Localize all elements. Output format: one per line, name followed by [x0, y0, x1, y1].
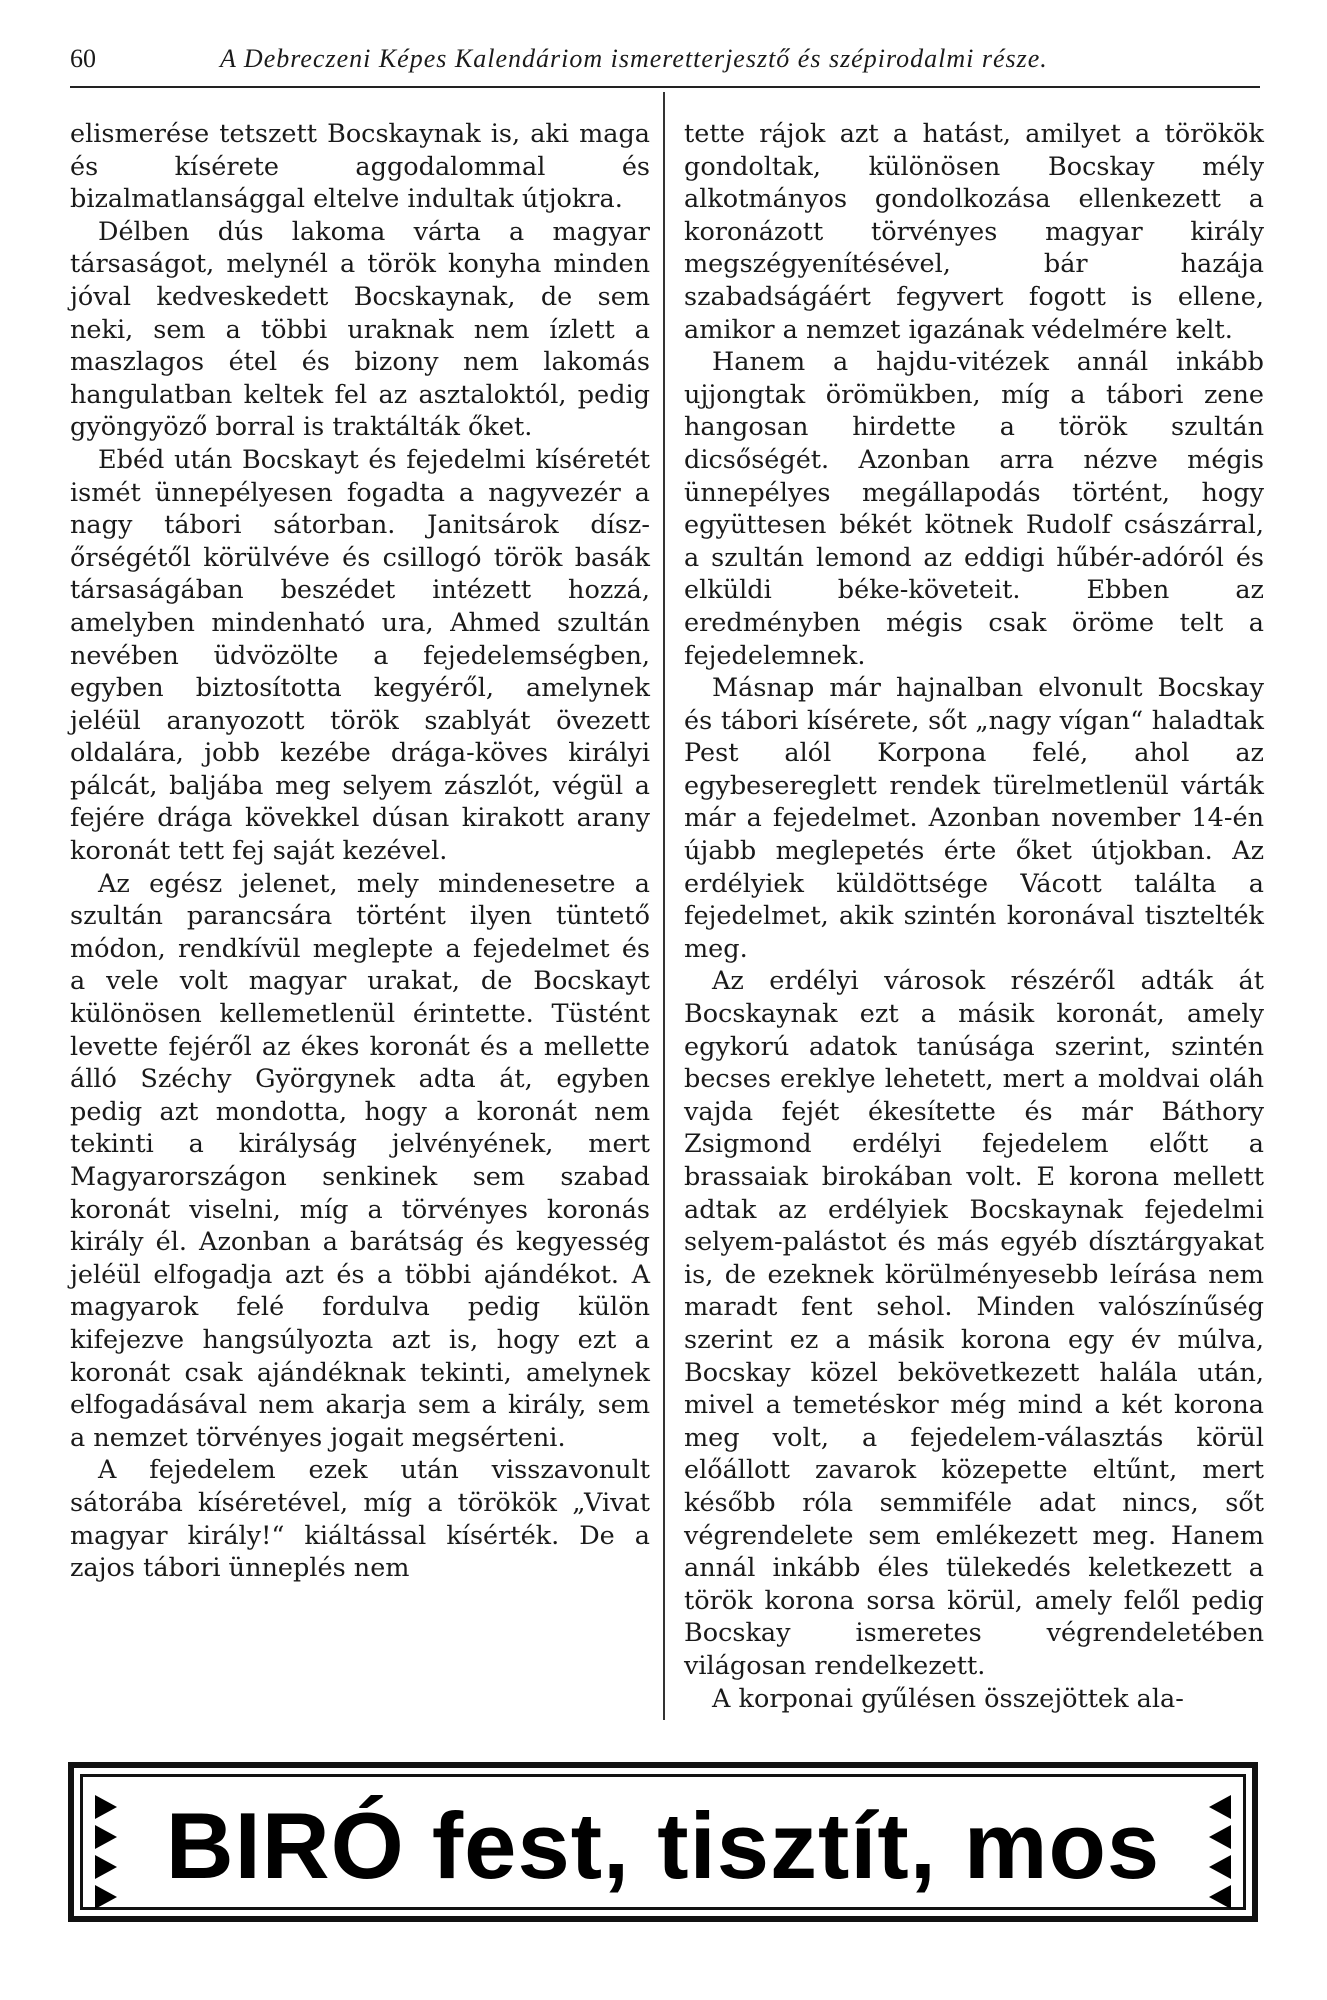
header-rule	[70, 86, 1260, 88]
advertisement-inner-frame	[80, 1774, 1246, 1910]
page-number: 60	[70, 44, 96, 73]
paragraph: Hanem a hajdu-vitézek annál inkább ujjongtak örömükben, míg a tábori zene hangosan hirdette a török szultán dicsőségét. Azonban arra nézve mégis ünnepélyes megállapodás történt, hogy együttesen békét kötnek Rudolf császárral, a szultán lemond az eddigi hűbér-adóról és elküldi béke-követeit. Ebben az eredményben mégis csak öröme telt a fejedelemnek.	[684, 347, 1264, 671]
running-header	[70, 44, 1270, 84]
paragraph: elismerése tetszett Bocskaynak is, aki maga és kísérete aggodalommal és bizalmatlansággal eltelve indultak útjokra.	[70, 119, 650, 215]
advertisement-text: BIRÓ fest, tisztít, mos	[165, 1793, 1161, 1898]
paragraph: A korponai gyűlésen összejöttek ala-	[712, 1683, 1184, 1714]
paragraph: tette rájok azt a hatást, amilyet a törökök gondoltak, különösen Bocskay mély alkotmányos gondolkozása ellenkezett a koronázott törvényes magyar király megszégyenítésével, bár hazája szabadságáért fegyvert fogott is ellene, amikor a nemzet igazának védelmére kelt.	[684, 119, 1264, 345]
paragraph: Délben dús lakoma várta a magyar társaságot, melynél a török konyha minden jóval kedveskedett Bocskaynak, de sem neki, sem a többi uraknak nem ízlett a maszlagos étel és bizony nem lakomás hangulatban keltek fel az asztaloktól, pedig gyöngyöző borral is traktálták őket.	[70, 216, 650, 443]
paragraph: Az egész jelenet, mely mindenesetre a szultán parancsára történt ilyen tüntető módon, rendkívül meglepte a fejedelmet és a vele volt magyar urakat, de Bocskayt különösen kellemetlenül érintette. Tüstént levette fejéről az ékes koronát és a mellette álló Széchy Györgynek adta át, egyben pedig azt mondotta, hogy a koronát nem tekinti a királyság jelvényének, mert Magyarországon senkinek sem szabad koronát viselni, míg a törvényes koronás király él. Azonban a barátság és kegyesség jeléül elfogadja azt és a többi ajándékot. A magyarok felé fordulva pedig külön kifejezve hangsúlyozta azt is, hogy ezt a koronát csak ajándéknak tekinti, amelynek elfogadásával nem akarja sem a király, sem a nemzet törvényes jogait megsérteni.	[70, 868, 650, 1453]
column-divider	[663, 92, 665, 1720]
left-column	[70, 118, 650, 1585]
paragraph: Az erdélyi városok részéről adták át Bocskaynak ezt a másik koronát, amely egykorú adatok tanúsága szerint, szintén becses ereklye lehetett, mert a moldvai oláh vajda fejét ékesítette és már Báthory Zsigmond erdélyi fejedelem előtt a brassaiak birokában volt. E korona mellett adtak az erdélyiek Bocskaynak fejedelmi selyem-palástot és más egyéb dísztárgyakat is, de ezeknek körülményesebb leírása nem maradt fent sehol. Minden valószínűség szerint ez a másik korona egy év múlva, Bocskay közel bekövetkezett halála után, mivel a temetéskor még mind a két korona meg volt, a fejedelem-választás körül előállott zavarok közepette eltűnt, mert később róla semmiféle adat nincs, sőt végrendelete sem emlékezett meg. Hanem annál inkább éles tülekedés keletkezett a török korona sorsa körül, amely felől pedig Bocskay ismeretes végrendeletében világosan rendelkezett.	[684, 966, 1264, 1681]
paragraph: A fejedelem ezek után visszavonult sátorába kíséretével, míg a törökök „Vivat magyar király!“ kiáltással kísérték. De a zajos tábori ünneplés nem	[70, 1455, 650, 1584]
paragraph: Másnap már hajnalban elvonult Bocskay és tábori kísérete, sőt „nagy vígan“ haladtak Pest alól Korpona felé, ahol az egybesereglett rendek türelmetlenül várták már a fejedelmet. Azonban november 14-én újabb meglepetés érte őket útjokban. Az erdélyiek küldöttsége Vácott találta a fejedelmet, akik szintén koronával tisztelték meg.	[684, 673, 1264, 964]
running-title: A Debreczeni Képes Kalendáriom ismeretterjesztő és szépirodalmi része.	[220, 44, 1048, 73]
paragraph: Ebéd után Bocskayt és fejedelmi kíséretét ismét ünnepélyesen fogadta a nagyvezér a nagy tábori sátorban. Janitsárok dísz-őrségétől körülvéve és csillogó török basák társaságában beszédet intézett hozzá, amelyben mindenható ura, Ahmed szultán nevében üdvözölte a fejedelemségben, egyben biztosította kegyéről, amelynek jeléül aranyozott török szablyát övezett oldalára, jobb kezébe drága-köves királyi pálcát, baljába meg selyem zászlót, végül a fejére drága kövekkel dúsan kirakott arany koronát tett fej saját kezével.	[70, 444, 650, 867]
advertisement-box	[68, 1762, 1258, 1922]
right-column	[684, 118, 1264, 1715]
